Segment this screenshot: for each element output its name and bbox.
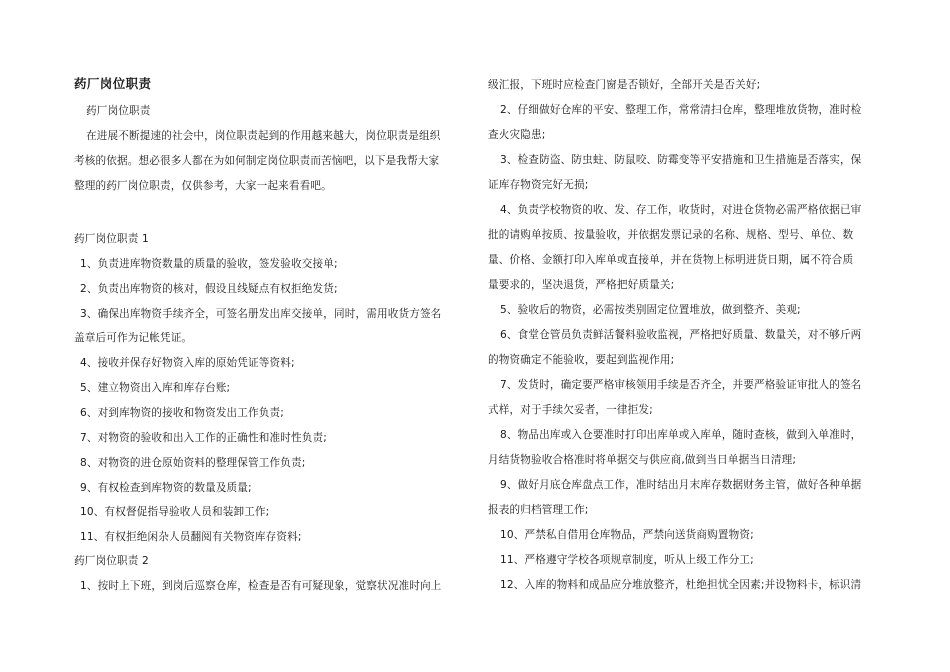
list-item: 4、负责学校物资的收、发、存工作，收货时，对进仓货物必需严格依据已审: [500, 204, 862, 216]
text-line: 式样，对于手续欠妥者，一律拒发;: [488, 404, 653, 416]
list-item: 2、仔细做好仓库的平安、整理工作，常常清扫仓库，整理堆放货物，准时检: [500, 104, 862, 116]
document-title: 药厂岗位职责: [74, 76, 152, 91]
list-item: 6、食堂仓管员负责鲜活餐料验收监视，严格把好质量、数量关，对不够斤两: [500, 329, 862, 341]
text-line: 月结货物验收合格准时将单据交与供应商,做到当日单据当日清理;: [488, 454, 797, 466]
list-item: 3、检查防盗、防虫蛀、防鼠咬、防霉变等平安措施和卫生措施是否落实，保: [500, 154, 862, 166]
document-subtitle: 药厂岗位职责: [86, 105, 151, 117]
list-item: 11、有权拒绝闲杂人员翻阅有关物资库存资料;: [80, 531, 302, 543]
list-item: 1、按时上下班，到岗后巡察仓库，检查是否有可疑现象，觉察状况准时向上: [80, 580, 442, 592]
list-item: 9、有权检查到库物资的数量及质量;: [80, 482, 252, 494]
list-item: 7、发货时，确定要严格审核领用手续是否齐全，并要严格验证审批人的签名: [500, 379, 862, 391]
list-item: 5、验收后的物资，必需按类别固定位置堆放，做到整齐、美观;: [500, 304, 801, 316]
list-item: 8、对物资的进仓原始资料的整理保管工作负责;: [80, 457, 306, 469]
intro-line: 整理的药厂岗位职责，仅供参考，大家一起来看看吧。: [74, 180, 332, 192]
text-line: 的物资确定不能验收，要起到监视作用;: [488, 354, 675, 366]
text-line: 报表的归档管理工作;: [488, 504, 589, 516]
intro-line: 考核的依据。想必很多人都在为如何制定岗位职责而苦恼吧，以下是我帮大家: [74, 155, 440, 167]
list-item: 11、严格遵守学校各项规章制度，听从上级工作分工;: [500, 554, 754, 566]
text-line: 批的请购单按质、按量验收，并依据发票记录的名称、规格、型号、单位、数: [488, 229, 854, 241]
list-item: 9、做好月底仓库盘点工作，准时结出月末库存数据财务主管，做好各种单据: [500, 479, 862, 491]
list-item: 3、确保出库物资手续齐全，可签名册发出库交接单，同时，需用收货方签名: [80, 308, 442, 320]
list-item: 12、入库的物料和成品应分堆放整齐，杜绝担忧全因素;并设物料卡，标识清: [500, 579, 862, 591]
list-item: 10、有权督促指导验收人员和装卸工作;: [80, 506, 270, 518]
text-line: 证库存物资完好无损;: [488, 179, 589, 191]
list-item: 6、对到库物资的接收和物资发出工作负责;: [80, 407, 284, 419]
list-item: 1、负责进库物资数量的质量的验收，签发验收交接单;: [80, 258, 338, 270]
list-item: 7、对物资的验收和出入工作的正确性和准时性负责;: [80, 432, 327, 444]
section-heading: 药厂岗位职责 2: [74, 555, 149, 567]
list-item: 盖章后可作为记帐凭证。: [74, 332, 193, 344]
intro-line: 在进展不断提速的社会中，岗位职责起到的作用越来越大，岗位职责是组织: [86, 130, 441, 142]
text-line: 量、价格、金额打印入库单或直接单，并在货物上标明进货日期，属不符合质: [488, 254, 854, 266]
list-item: 5、建立物资出入库和库存台账;: [80, 382, 231, 394]
section-heading: 药厂岗位职责 1: [74, 233, 149, 245]
text-line: 量要求的，坚决退货，严格把好质量关;: [488, 279, 675, 291]
list-item: 8、物品出库或入仓要准时打印出库单或入库单，随时查核，做到入单准时，: [500, 429, 862, 441]
list-item: 10、严禁私自借用仓库物品，严禁向送货商购置物资;: [500, 529, 754, 541]
list-item: 2、负责出库物资的核对，假设且线疑点有权拒绝发货;: [80, 283, 338, 295]
list-item: 4、接收并保存好物资入库的原始凭证等资料;: [80, 357, 295, 369]
text-line: 查火灾隐患;: [488, 129, 546, 141]
text-line: 级汇报，下班时应检查门窗是否锁好，全部开关是否关好;: [488, 79, 761, 91]
